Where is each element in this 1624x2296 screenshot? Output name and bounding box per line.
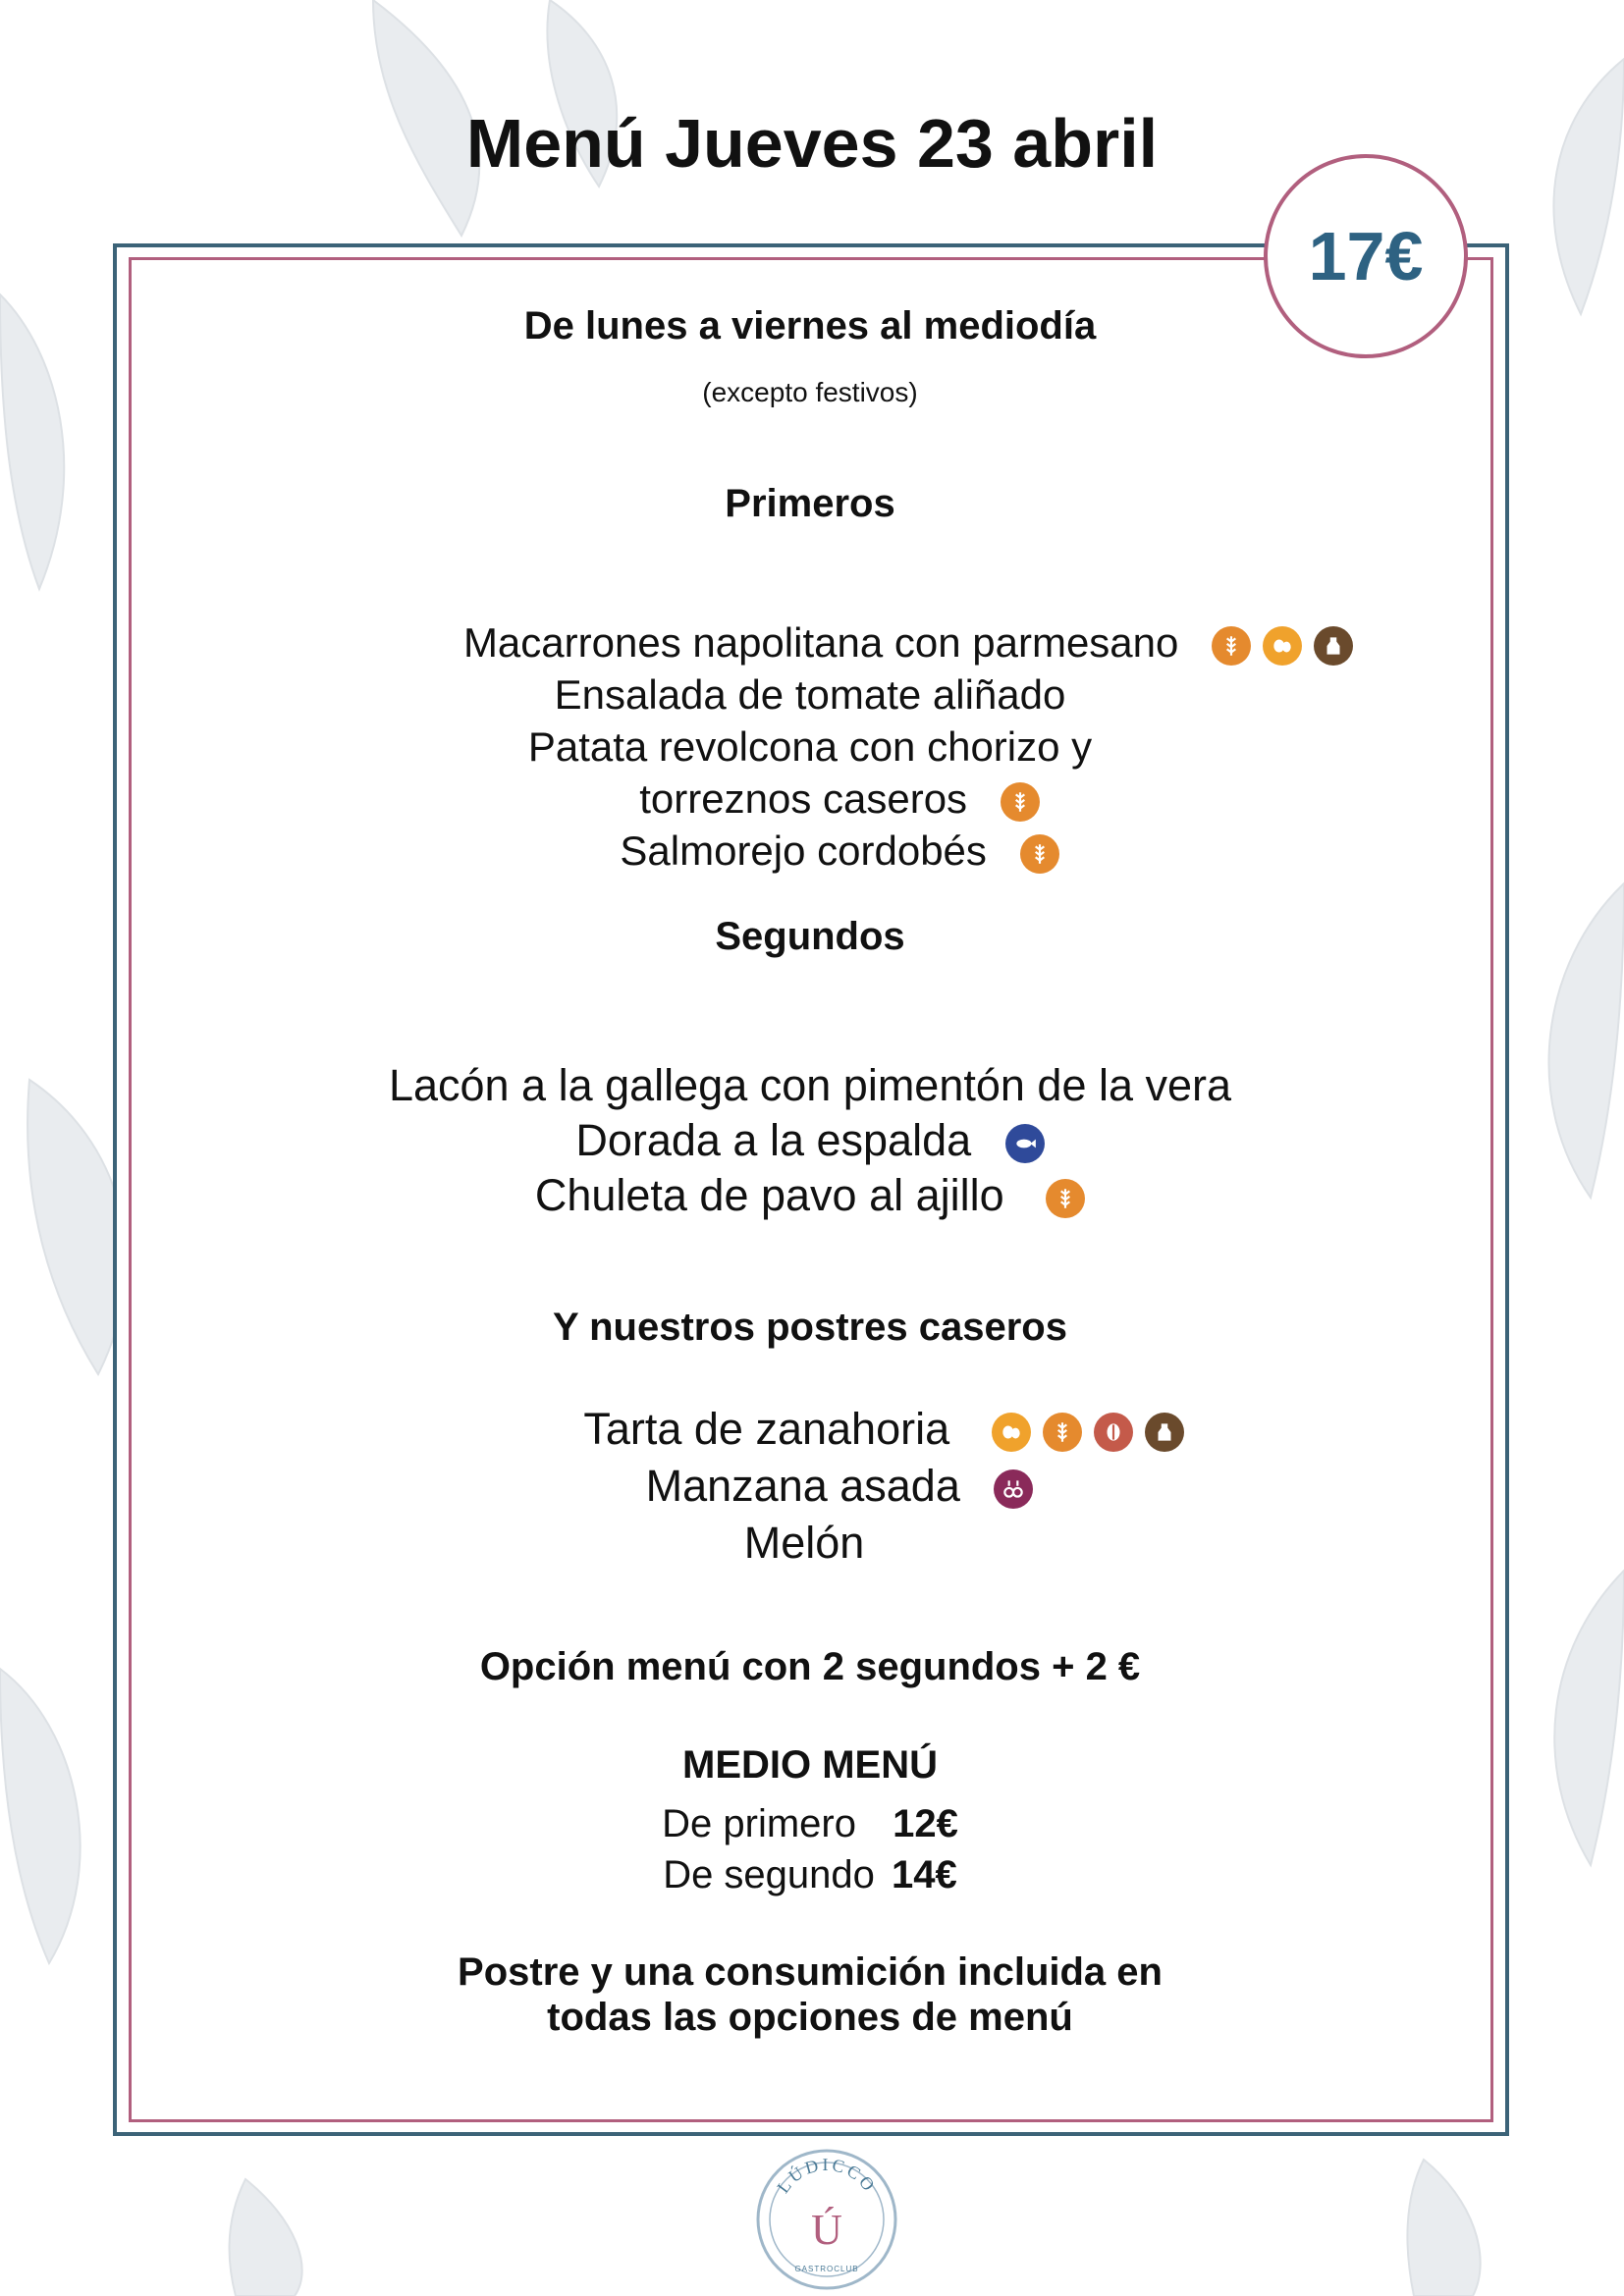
schedule-note: (excepto festivos) <box>702 377 918 407</box>
gluten-icon <box>1001 782 1040 822</box>
dish-item <box>157 775 1463 823</box>
page-title: Menú Jueves 23 abril <box>465 105 1159 182</box>
option-note: Opción menú con 2 segundos + 2 € <box>479 1645 1141 1688</box>
fish-icon <box>1005 1124 1045 1163</box>
brand-logo <box>753 2146 900 2293</box>
allergen-icons <box>1001 782 1040 822</box>
nuts-icon <box>1094 1413 1133 1452</box>
price-value: 17€ <box>1308 218 1424 294</box>
dish-item <box>157 1518 1463 1569</box>
dish-name: Chuleta de pavo al ajillo <box>534 1170 1004 1220</box>
half-menu-label: De segundo <box>663 1853 875 1896</box>
dish-item <box>157 1170 1463 1221</box>
allergen-icons <box>1212 626 1353 666</box>
egg-icon <box>992 1413 1031 1452</box>
dish-name: Melón <box>743 1518 865 1568</box>
gluten-icon <box>1212 626 1251 666</box>
half-menu-heading: MEDIO MENÚ <box>682 1743 938 1787</box>
gluten-icon <box>1020 834 1059 874</box>
gluten-icon <box>1043 1413 1082 1452</box>
dish-item <box>157 723 1463 771</box>
dish-item <box>157 828 1463 875</box>
half-menu-label: De primero <box>662 1802 856 1845</box>
section-heading-segundos: Segundos <box>715 915 905 958</box>
dish-item <box>157 619 1463 667</box>
allergen-icons <box>1005 1124 1045 1163</box>
dish-name: Lacón a la gallega con pimentón de la vera <box>388 1060 1232 1110</box>
footer-note-line-1: Postre y una consumición incluida en <box>458 1950 1163 1994</box>
dish-name: Manzana asada <box>645 1461 960 1511</box>
half-menu-price: 14€ <box>892 1853 957 1896</box>
allergen-icons <box>992 1413 1184 1452</box>
half-menu-price: 12€ <box>893 1802 958 1845</box>
milk-icon <box>1145 1413 1184 1452</box>
logo-letter: Ú <box>811 2206 842 2254</box>
section-heading-postres: Y nuestros postres caseros <box>553 1306 1067 1349</box>
schedule-text: De lunes a viernes al mediodía <box>523 304 1097 347</box>
dish-name: Tarta de zanahoria <box>583 1404 950 1454</box>
egg-icon <box>1263 626 1302 666</box>
dish-name: torreznos caseros <box>639 775 968 822</box>
half-menu-row <box>157 1853 1463 1897</box>
dish-item <box>157 1060 1463 1111</box>
dish-name: Macarrones napolitana con parmesano <box>462 619 1179 666</box>
logo-subtext: GASTROCLUB <box>794 2265 859 2273</box>
dish-name: Ensalada de tomate aliñado <box>554 671 1066 718</box>
sulphites-icon <box>994 1469 1033 1509</box>
footer-note-line-2: todas las opciones de menú <box>547 1996 1073 2039</box>
dish-name: Dorada a la espalda <box>575 1115 972 1165</box>
dish-name: Salmorejo cordobés <box>620 828 987 874</box>
allergen-icons <box>1020 834 1059 874</box>
dish-item <box>157 1115 1463 1166</box>
dish-item <box>157 671 1463 719</box>
milk-icon <box>1314 626 1353 666</box>
logo-text: LÚDICCO <box>773 2154 881 2197</box>
dish-item <box>157 1461 1463 1512</box>
half-menu-row <box>157 1802 1463 1846</box>
gluten-icon <box>1046 1179 1085 1218</box>
allergen-icons <box>1046 1179 1085 1218</box>
section-heading-primeros: Primeros <box>725 482 895 525</box>
dish-name: Patata revolcona con chorizo y <box>527 723 1093 770</box>
dish-item <box>157 1404 1463 1455</box>
allergen-icons <box>994 1469 1033 1509</box>
